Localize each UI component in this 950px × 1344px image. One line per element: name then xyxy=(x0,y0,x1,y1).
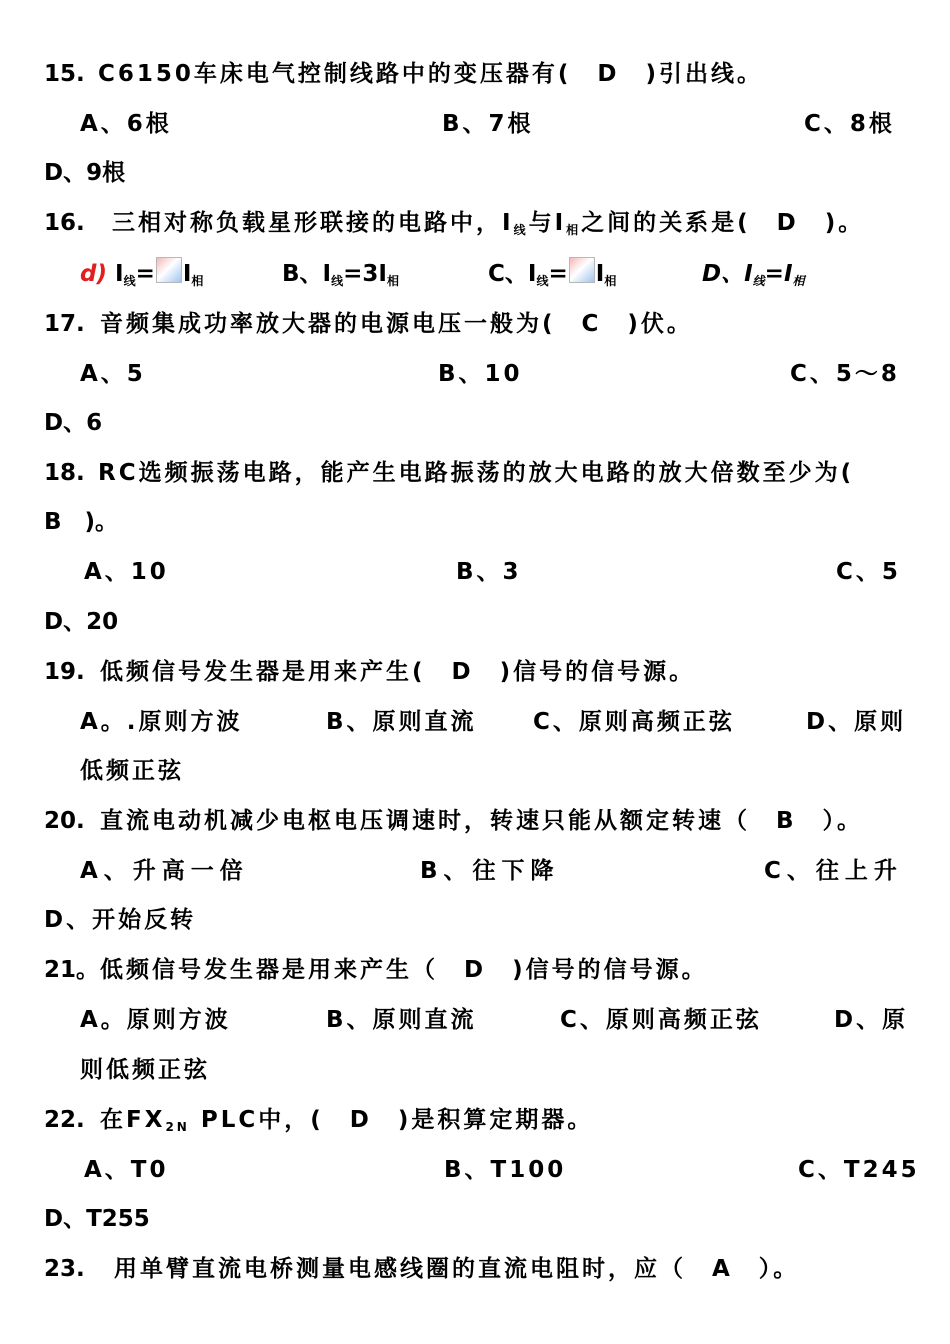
option-c: C、原则高频正弦 xyxy=(533,709,735,735)
option-continuation: 低频正弦 xyxy=(80,758,184,784)
options-row xyxy=(0,898,950,942)
options-row xyxy=(0,1197,950,1241)
option-b: B、原则直流 xyxy=(326,709,477,735)
option-a: d) $I_线= I_相$ xyxy=(80,252,203,303)
question-number: 21。 xyxy=(44,957,100,983)
question-15 xyxy=(0,52,950,96)
option-d: D、6 xyxy=(44,410,103,436)
option-c: C、5 xyxy=(836,559,901,585)
option-a: A、T0 xyxy=(84,1157,169,1183)
question-text: 低频信号发生器是用来产生( D )信号的信号源。 xyxy=(100,659,696,685)
option-a: A、升高一倍 xyxy=(80,858,249,884)
question-22 xyxy=(0,1098,950,1142)
question-text: RC选频振荡电路，能产生电路振荡的放大电路的放大倍数至少为( xyxy=(98,460,855,486)
question-21 xyxy=(0,948,950,992)
option-c: C、往上升 xyxy=(764,858,903,884)
options-row xyxy=(0,102,950,146)
question-text: 三相对称负载星形联接的电路中，$I_线$与$I_相$之间的关系是( D )。 xyxy=(112,210,865,237)
question-number: 19. xyxy=(44,659,85,685)
question-number: 15. xyxy=(44,61,85,87)
options-row xyxy=(0,849,950,893)
question-number: 22. xyxy=(44,1107,85,1133)
option-b: B、7根 xyxy=(442,111,534,137)
option-d: D、原则 xyxy=(806,709,907,735)
question-text: 低频信号发生器是用来产生（ D )信号的信号源。 xyxy=(100,957,708,983)
option-b: B、原则直流 xyxy=(326,1007,477,1033)
question-number: 18. xyxy=(44,460,85,486)
options-row xyxy=(0,252,950,296)
question-number: 16. xyxy=(44,210,85,236)
question-17 xyxy=(0,302,950,346)
options-row xyxy=(0,1148,950,1192)
option-d: D、原 xyxy=(834,1007,909,1033)
question-number: 17. xyxy=(44,311,85,337)
question-number: 23. xyxy=(44,1256,85,1282)
option-c: C、8根 xyxy=(804,111,895,137)
question-number: 20. xyxy=(44,808,85,834)
options-row xyxy=(0,352,950,396)
option-d: D、9根 xyxy=(44,160,126,186)
question-continuation: B )。 xyxy=(44,509,119,535)
question-text: 音频集成功率放大器的电源电压一般为( C )伏。 xyxy=(100,311,693,337)
question-19 xyxy=(0,650,950,694)
options-row xyxy=(0,401,950,445)
option-c: C、$I_线= I_相$ xyxy=(488,252,616,303)
option-d: D、20 xyxy=(44,609,119,635)
question-18 xyxy=(0,451,950,495)
option-d: D、$I_线=I_相$ xyxy=(702,261,805,288)
option-c: C、5～8 xyxy=(790,361,900,387)
broken-image-icon xyxy=(156,257,182,283)
question-text: 用单臂直流电桥测量电感线圈的直流电阻时，应（ A ）。 xyxy=(114,1256,800,1282)
option-a: A、5 xyxy=(80,361,146,387)
option-b: B、3 xyxy=(456,559,522,585)
question-16 xyxy=(0,201,950,245)
option-a: A、10 xyxy=(84,559,169,585)
option-c: C、T245 xyxy=(798,1157,920,1183)
option-d: D、开始反转 xyxy=(44,907,197,933)
option-a: A。.原则方波 xyxy=(80,709,243,735)
option-b: B、10 xyxy=(438,361,523,387)
options-row xyxy=(0,700,950,744)
option-c: C、原则高频正弦 xyxy=(560,1007,762,1033)
broken-image-icon xyxy=(569,257,595,283)
options-row xyxy=(0,151,950,195)
options-row xyxy=(0,550,950,594)
question-text: C6150车床电气控制线路中的变压器有( D )引出线。 xyxy=(98,61,764,87)
option-d: D、T255 xyxy=(44,1206,150,1232)
option-a: A。原则方波 xyxy=(80,1007,231,1033)
option-b: B、$I_线=3I_相$ xyxy=(282,261,399,288)
question-23 xyxy=(0,1247,950,1291)
option-continuation: 则低频正弦 xyxy=(80,1057,210,1083)
options-row xyxy=(0,998,950,1042)
option-a: A、6根 xyxy=(80,111,172,137)
option-b: B、T100 xyxy=(444,1157,567,1183)
question-20 xyxy=(0,799,950,843)
options-row xyxy=(0,600,950,644)
question-text: 在$FX_{2N}$ PLC中，( D )是积算定期器。 xyxy=(100,1107,594,1134)
option-b: B、往下降 xyxy=(420,858,560,884)
question-text: 直流电动机减少电枢电压调速时，转速只能从额定转速（ B ）。 xyxy=(100,808,864,834)
